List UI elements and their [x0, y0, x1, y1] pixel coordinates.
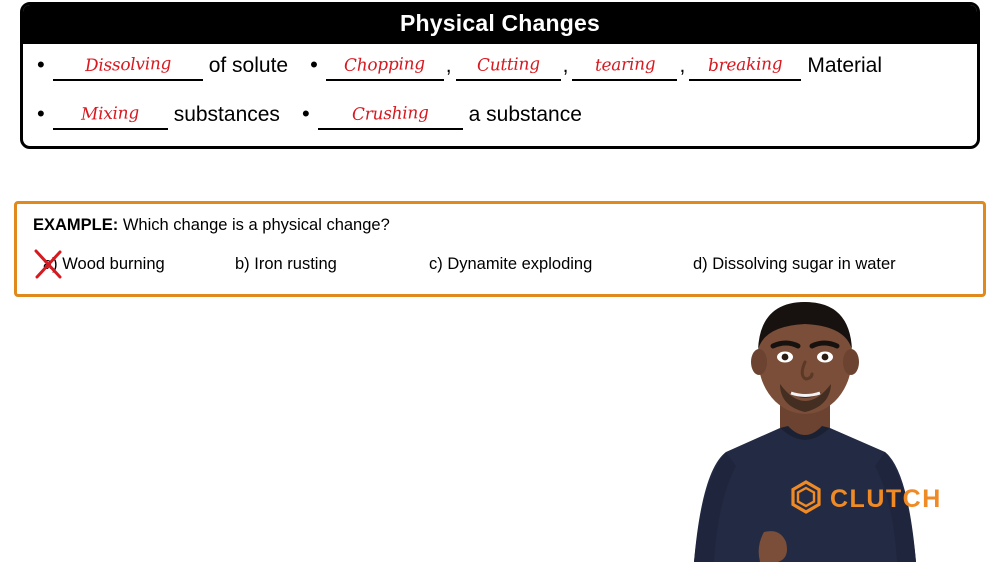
fill-in-blank[interactable]: [326, 54, 444, 81]
lesson-row-left: [37, 103, 286, 130]
answer-choices: [33, 255, 967, 279]
handwritten-answer: Chopping: [344, 53, 426, 77]
bullet-icon: •: [37, 52, 45, 77]
bullet-icon: •: [37, 101, 45, 126]
lesson-row-text: a substance: [468, 103, 582, 126]
fill-in-blank[interactable]: [318, 103, 463, 130]
lesson-row-text: of solute: [208, 54, 289, 77]
lesson-row: [37, 103, 963, 130]
choice-letter-c: c): [429, 255, 443, 273]
choice-text-c: Dynamite exploding: [447, 255, 593, 273]
separator: ,: [679, 54, 686, 77]
lesson-body: [23, 44, 977, 146]
fill-in-blank[interactable]: [53, 103, 168, 130]
physical-changes-card: [20, 2, 980, 149]
handwritten-answer: Cutting: [476, 54, 540, 76]
lesson-row-left: [37, 54, 294, 81]
handwritten-answer: breaking: [707, 54, 783, 76]
choice-text-a: Wood burning: [62, 255, 165, 273]
shirt-brand-text: CLUTCH: [830, 485, 942, 513]
fill-in-blank[interactable]: [689, 54, 801, 81]
example-label: EXAMPLE:: [33, 216, 119, 234]
choice-letter-b: b): [235, 255, 250, 273]
example-box: [14, 201, 986, 297]
answer-choice-c[interactable]: [429, 255, 592, 274]
fill-in-blank[interactable]: [572, 54, 677, 81]
lesson-row-right: [302, 103, 588, 130]
choice-letter-d: d): [693, 255, 708, 273]
page-title: Physical Changes: [23, 5, 977, 44]
handwritten-answer: Crushing: [351, 103, 429, 125]
handwritten-answer: Mixing: [80, 103, 140, 125]
separator: ,: [562, 54, 569, 77]
choice-text-d: Dissolving sugar in water: [712, 255, 896, 273]
example-question-line: [33, 216, 967, 235]
choice-text-b: Iron rusting: [254, 255, 337, 273]
separator: ,: [445, 54, 452, 77]
lesson-row-text: substances: [173, 103, 280, 126]
handwritten-answer: tearing: [594, 54, 656, 76]
choice-letter-a: a): [43, 255, 58, 273]
answer-choice-a[interactable]: [43, 255, 165, 274]
answer-choice-d[interactable]: [693, 255, 896, 274]
example-question-text: Which change is a physical change?: [122, 216, 390, 234]
handwritten-answer: Dissolving: [84, 53, 171, 77]
fill-in-blank[interactable]: [456, 54, 561, 81]
lesson-row-right: [310, 54, 888, 81]
fill-in-blank[interactable]: [53, 54, 203, 81]
presenter-video: [640, 300, 970, 562]
lesson-row: [37, 54, 963, 81]
lesson-row-text: Material: [807, 54, 883, 77]
bullet-icon: •: [301, 101, 310, 126]
bullet-icon: •: [310, 52, 318, 77]
answer-choice-b[interactable]: [235, 255, 337, 274]
